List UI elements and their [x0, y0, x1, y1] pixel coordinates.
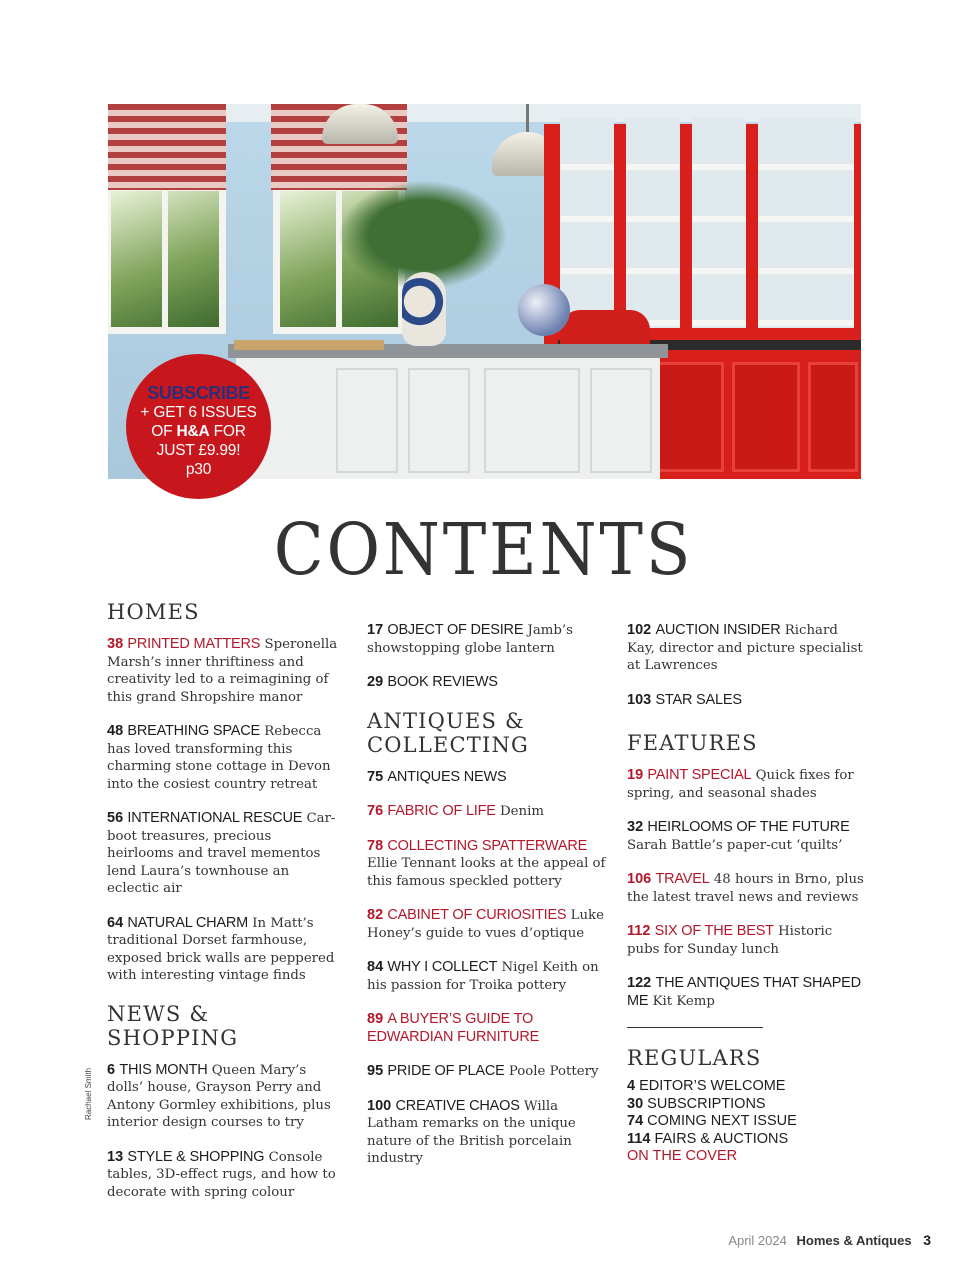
section-divider: [627, 1027, 763, 1028]
pendant-cord: [526, 104, 529, 134]
entry-description: Sarah Battle’s paper-cut ‘quilts’: [627, 837, 843, 853]
section-heading-antiques: ANTIQUES & COLLECTING: [367, 708, 530, 757]
roundel-line-1: + GET 6 ISSUES: [140, 404, 257, 421]
entry-description: Luke Honey’s guide to vues d’optique: [367, 908, 604, 941]
regular-label: FAIRS & AUCTIONS: [654, 1130, 789, 1147]
contents-entry[interactable]: [627, 692, 867, 710]
entry-page-number: 29: [367, 674, 384, 690]
homes-list: [107, 636, 342, 985]
contents-entry[interactable]: [627, 871, 867, 906]
entry-headline: BOOK REVIEWS: [387, 674, 498, 690]
entry-page-number: 122: [627, 975, 652, 991]
entry-description: Denim: [500, 804, 544, 819]
roundel-page: p30: [185, 461, 212, 478]
entry-page-number: 106: [627, 871, 652, 887]
entry-page-number: 19: [627, 767, 644, 783]
entry-description: Jamb’s showstopping globe lantern: [367, 623, 573, 656]
cabinet-glass-door: [758, 118, 812, 328]
entry-description: Rebecca has loved transforming this charming stone cottage in Devon into the cosiest country retreat: [107, 724, 331, 792]
entry-page-number: 103: [627, 691, 652, 708]
regular-item[interactable]: [627, 1096, 867, 1114]
entry-headline: CREATIVE CHAOS: [395, 1097, 520, 1114]
contents-entry[interactable]: [367, 622, 607, 657]
entry-description: Richard Kay, director and picture specialist at Lawrences: [627, 623, 863, 673]
entry-page-number: 6: [107, 1061, 116, 1078]
regular-item[interactable]: [627, 1131, 867, 1149]
dresser-lower-door: [732, 362, 800, 472]
page-footer: [728, 1232, 931, 1248]
entry-page-number: 17: [367, 622, 384, 638]
regular-page-number: 4: [627, 1078, 636, 1094]
contents-entry[interactable]: [107, 723, 342, 793]
entry-description: Speronella Marsh’s inner thriftiness and creativity led to a reimagining of this grand Shropshire manor: [107, 637, 338, 705]
dresser-lower-door: [808, 362, 858, 472]
entry-description: Historic pubs for Sunday lunch: [627, 924, 833, 957]
column-1: [107, 600, 342, 1218]
column-2-top-list: [367, 622, 607, 692]
entry-headline: STAR SALES: [655, 691, 742, 708]
regular-page-number: 74: [627, 1113, 644, 1129]
cabinet-glass-door: [692, 118, 746, 328]
magazine-name: Homes & Antiques: [796, 1233, 912, 1248]
contents-entry[interactable]: [107, 810, 342, 898]
entry-page-number: 56: [107, 810, 124, 826]
cabinet-glass-door: [626, 118, 680, 328]
entry-headline: PRINTED MATTERS: [127, 636, 261, 652]
contents-entry[interactable]: [627, 622, 867, 675]
entry-description: Ellie Tennant looks at the appeal of this famous speckled pottery: [367, 856, 606, 889]
entry-headline: SIX OF THE BEST: [654, 923, 774, 939]
section-heading-news: NEWS & SHOPPING: [107, 1001, 239, 1050]
photo-credit: Rachael Smith: [84, 1067, 93, 1120]
contents-entry[interactable]: [627, 819, 867, 854]
entry-description: Poole Pottery: [508, 1064, 599, 1079]
entry-description: Willa Latham remarks on the unique nature of the British porcelain industry: [367, 1098, 576, 1166]
entry-headline: CABINET OF CURIOSITIES: [387, 907, 567, 923]
contents-entry[interactable]: [107, 1149, 342, 1202]
contents-entry[interactable]: [367, 907, 607, 942]
entry-page-number: 64: [107, 914, 124, 931]
section-heading-regulars: REGULARS: [627, 1046, 762, 1070]
island-cupboard: [590, 368, 652, 473]
entry-description: 48 hours in Brno, plus the latest travel news and reviews: [627, 872, 864, 905]
entry-headline: PRIDE OF PLACE: [387, 1063, 505, 1079]
entry-headline: STYLE & SHOPPING: [127, 1148, 265, 1165]
page-number: 3: [923, 1232, 931, 1248]
subscribe-roundel[interactable]: [126, 354, 271, 499]
antiques-list: [367, 769, 607, 1168]
entry-headline: NATURAL CHARM: [127, 914, 249, 931]
entry-headline: BREATHING SPACE: [127, 723, 261, 739]
column-3-top-list: [627, 622, 867, 709]
regular-item[interactable]: [627, 1078, 867, 1096]
contents-entry[interactable]: [367, 1011, 607, 1046]
entry-headline: THE ANTIQUES THAT SHAPED ME: [627, 975, 861, 1009]
issue-date: April 2024: [728, 1233, 787, 1248]
regular-page-number: 30: [627, 1095, 644, 1112]
entry-headline: PAINT SPECIAL: [647, 767, 752, 783]
regular-label: COMING NEXT ISSUE: [647, 1113, 797, 1129]
regular-page-number: 114: [627, 1130, 651, 1147]
entry-page-number: 48: [107, 723, 124, 739]
entry-headline: ANTIQUES NEWS: [387, 768, 507, 785]
contents-entry[interactable]: [627, 975, 867, 1010]
entry-page-number: 38: [107, 636, 124, 652]
blue-white-vase: [402, 272, 446, 346]
contents-entry[interactable]: [367, 1063, 607, 1081]
column-2: [367, 622, 607, 1185]
entry-page-number: 95: [367, 1063, 384, 1079]
entry-page-number: 32: [627, 819, 644, 835]
contents-entry[interactable]: [107, 636, 342, 706]
entry-headline: TRAVEL: [655, 871, 710, 887]
cabinet-glass-door: [810, 118, 854, 328]
contents-entry[interactable]: [367, 769, 607, 787]
entry-page-number: 76: [367, 803, 384, 819]
contents-entry[interactable]: [627, 923, 867, 958]
entry-headline: FABRIC OF LIFE: [387, 803, 496, 819]
entry-description: Console tables, 3D-effect rugs, and how to decorate with spring colour: [107, 1149, 336, 1200]
entry-page-number: 112: [627, 923, 651, 939]
entry-description: Kit Kemp: [652, 993, 715, 1009]
contents-entry[interactable]: [367, 674, 607, 692]
entry-page-number: 13: [107, 1148, 124, 1165]
cabinet-glass-door: [560, 118, 614, 328]
entry-description: In Matt’s traditional Dorset farmhouse, exposed brick walls are peppered with interesting vintage finds: [107, 915, 335, 983]
roundel-line-3: JUST £9.99!: [156, 442, 241, 459]
dresser-lower-door: [656, 362, 724, 472]
island-drawers: [484, 368, 580, 473]
island-cupboard: [336, 368, 398, 473]
entry-headline: OBJECT OF DESIRE: [387, 622, 524, 638]
entry-headline: THIS MONTH: [119, 1061, 208, 1078]
entry-headline: A BUYER’S GUIDE TO EDWARDIAN FURNITURE: [367, 1011, 540, 1045]
entry-headline: AUCTION INSIDER: [655, 622, 781, 638]
roman-blind-left: [108, 104, 226, 190]
news-list: [107, 1062, 342, 1202]
section-heading-features: FEATURES: [627, 731, 758, 755]
entry-page-number: 82: [367, 907, 384, 923]
contents-entry[interactable]: [367, 959, 607, 994]
contents-entry[interactable]: [367, 803, 607, 821]
entry-description: Car-boot treasures, precious heirlooms and travel mementos lend Laura’s townhouse an eclectic air: [107, 811, 336, 896]
regulars-list: [627, 1078, 867, 1166]
entry-description: Nigel Keith on his passion for Troika pottery: [367, 960, 599, 993]
island-cupboard: [408, 368, 470, 473]
on-the-cover-link[interactable]: ON THE COVER: [627, 1148, 738, 1164]
roundel-brand: H&A: [176, 423, 210, 440]
entry-headline: INTERNATIONAL RESCUE: [127, 810, 303, 826]
section-heading-homes: HOMES: [107, 600, 200, 624]
features-list: [627, 767, 867, 1010]
entry-description: Queen Mary’s dolls’ house, Grayson Perry and Antony Gormley exhibitions, plus interior design courses to try: [107, 1062, 331, 1130]
entry-page-number: 78: [367, 837, 384, 854]
kitchen-window-left: [108, 184, 226, 334]
column-3: [627, 622, 867, 1166]
contents-entry[interactable]: [107, 915, 342, 985]
roundel-title: SUBSCRIBE: [147, 383, 250, 403]
contents-entry[interactable]: [367, 1098, 607, 1168]
contents-entry[interactable]: [627, 767, 867, 802]
entry-page-number: 102: [627, 622, 652, 638]
roundel-line-2: OF H&A FOR: [151, 423, 246, 440]
regular-item[interactable]: [627, 1113, 867, 1131]
entry-description: Quick fixes for spring, and seasonal shades: [627, 768, 854, 801]
entry-headline: WHY I COLLECT: [387, 959, 498, 975]
chopping-board: [234, 340, 384, 350]
regular-label: EDITOR’S WELCOME: [639, 1078, 786, 1094]
entry-page-number: 84: [367, 959, 384, 975]
contents-entry[interactable]: [367, 838, 607, 891]
entry-page-number: 89: [367, 1011, 384, 1027]
entry-page-number: 100: [367, 1097, 392, 1114]
regular-label: SUBSCRIPTIONS: [647, 1095, 766, 1112]
entry-headline: HEIRLOOMS OF THE FUTURE: [647, 819, 850, 835]
entry-page-number: 75: [367, 768, 384, 785]
page-title: CONTENTS: [273, 508, 694, 591]
entry-headline: COLLECTING SPATTERWARE: [387, 837, 588, 854]
contents-entry[interactable]: [107, 1062, 342, 1132]
ceramic-globe: [518, 284, 570, 336]
